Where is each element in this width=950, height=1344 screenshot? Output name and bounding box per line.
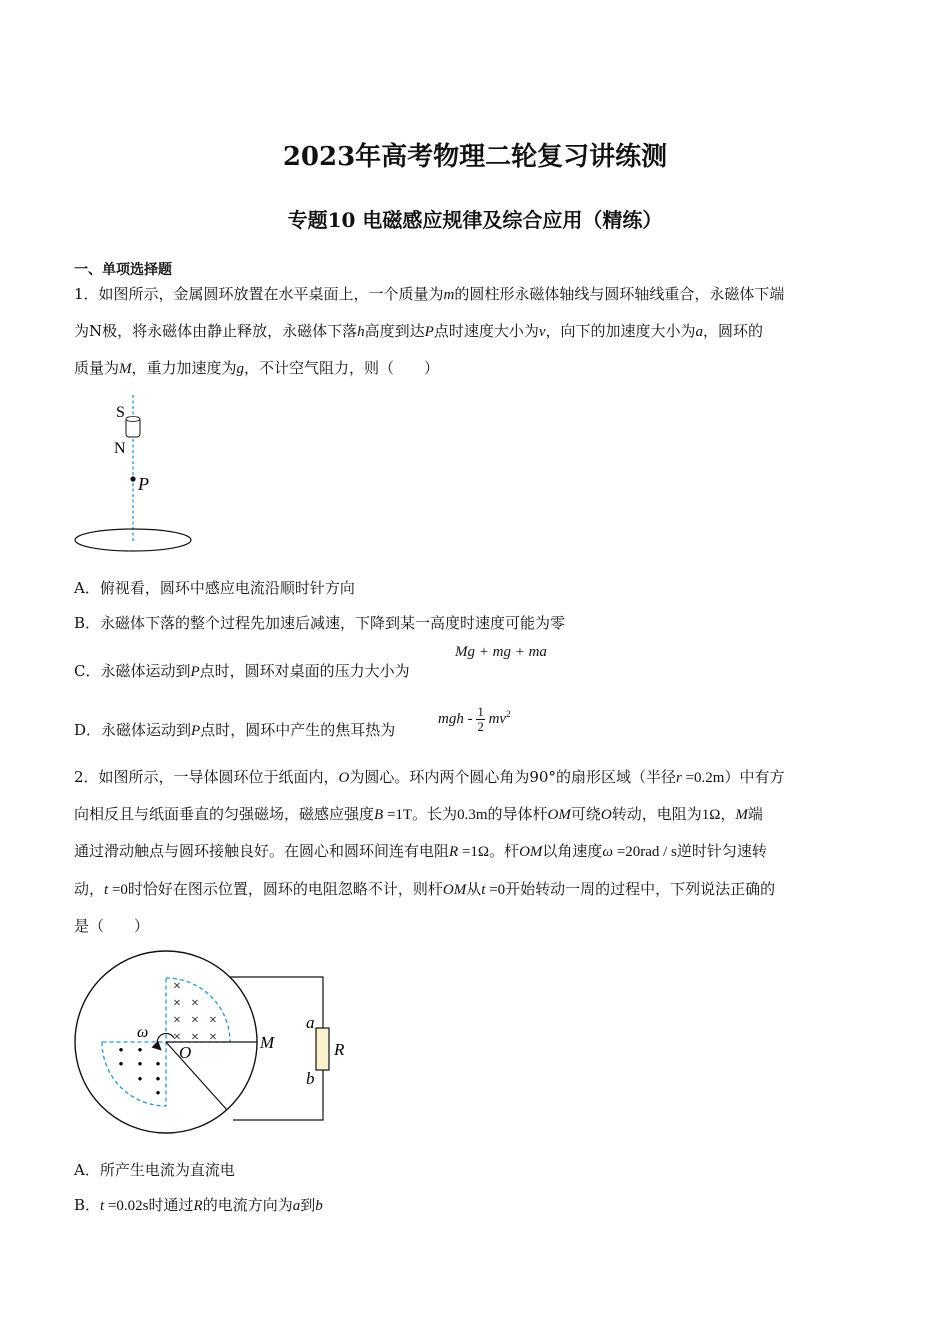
field-cross: × xyxy=(209,1013,217,1028)
point-p xyxy=(130,476,135,481)
label-b: b xyxy=(306,1069,315,1088)
label-r: R xyxy=(334,1040,345,1059)
q2-line-2: 向相反且与纸面垂直的匀强磁场，磁感应强度B =1T。长为0.3m的导体杆OM可绕O转动，电阻为1Ω，M端 xyxy=(74,805,763,823)
field-cross: × xyxy=(173,1030,181,1045)
label-a: a xyxy=(306,1013,315,1032)
label-omega: ω xyxy=(137,1024,149,1041)
q1-option-c-formula: Mg + mg + ma xyxy=(455,644,547,660)
label-s: S xyxy=(116,404,125,421)
field-dot: • xyxy=(155,1057,161,1073)
q1-line-3: 质量为M，重力加速度为g，不计空气阻力，则（ ） xyxy=(74,359,440,377)
field-dot: • xyxy=(118,1043,124,1059)
field-cross: × xyxy=(191,1013,199,1028)
q1-option-a: A．俯视看，圆环中感应电流沿顺时针方向 xyxy=(74,579,355,597)
q2-line-4: 动，t =0时恰好在图示位置，圆环的电阻忽略不计，则杆OM从t =0开始转动一周的过程中，下列说法正确的 xyxy=(74,880,776,898)
q2-figure xyxy=(70,948,360,1148)
q2-line-5: 是（ ） xyxy=(74,917,150,935)
q1-line-2: 为N极，将永磁体由静止释放，永磁体下落h高度到达P点时速度大小为v，向下的加速度大小为a，圆环的 xyxy=(74,322,764,340)
document-title: 2023年高考物理二轮复习讲练测 xyxy=(282,142,668,172)
q1-option-b: B．永磁体下落的整个过程先加速后减速，下降到某一高度时速度可能为零 xyxy=(74,614,566,632)
field-cross: × xyxy=(173,996,181,1011)
document-subtitle: 专题10 电磁感应规律及综合应用（精练） xyxy=(287,208,663,232)
field-cross: × xyxy=(191,996,199,1011)
q2-option-a: A．所产生电流为直流电 xyxy=(74,1161,235,1179)
resistor-r xyxy=(316,1028,329,1070)
label-p: P xyxy=(138,474,149,494)
field-dot: • xyxy=(137,1043,143,1059)
q1-option-d-formula: mgh - $\frac{1}{2}$ $mv^2$ xyxy=(438,704,511,734)
lead-wire-o xyxy=(166,1042,227,1110)
field-cross: × xyxy=(191,1030,199,1045)
section-heading: 一、单项选择题 xyxy=(74,262,172,278)
q2-line-1: 2．如图所示，一导体圆环位于纸面内，O为圆心。环内两个圆心角为90°的扇形区域（半径r =0.2m）中有方 xyxy=(74,768,785,786)
q1-option-d: D．永磁体运动到P点时，圆环中产生的焦耳热为 xyxy=(74,721,396,739)
field-dot: • xyxy=(137,1057,143,1073)
field-cross: × xyxy=(173,1013,181,1028)
magnet-top-face xyxy=(126,417,140,422)
q2-line-3: 通过滑动触点与圆环接触良好。在圆心和圆环间连有电阻R =1Ω。杆OM以角速度ω =20rad / s逆时针匀速转 xyxy=(74,842,767,860)
q2-option-b: B．t =0.02s时通过R的电流方向为a到b xyxy=(74,1196,323,1214)
field-dot: • xyxy=(155,1086,161,1102)
fraction-one-half: $\frac{1}{2}$ xyxy=(477,704,484,734)
field-dot: • xyxy=(137,1072,143,1088)
field-dot: • xyxy=(118,1057,124,1073)
q1-figure xyxy=(70,395,200,560)
label-n: N xyxy=(114,440,126,457)
label-o: O xyxy=(179,1043,192,1062)
q1-option-c: C．永磁体运动到P点时，圆环对桌面的压力大小为 xyxy=(74,662,410,680)
field-cross: × xyxy=(173,979,181,994)
field-cross: × xyxy=(209,1030,217,1045)
q1-line-1: 1．如图所示，金属圆环放置在水平桌面上，一个质量为m的圆柱形永磁体轴线与圆环轴线重合，永磁体下端 xyxy=(74,285,785,303)
label-m: M xyxy=(260,1033,275,1052)
field-dot: • xyxy=(155,1072,161,1088)
